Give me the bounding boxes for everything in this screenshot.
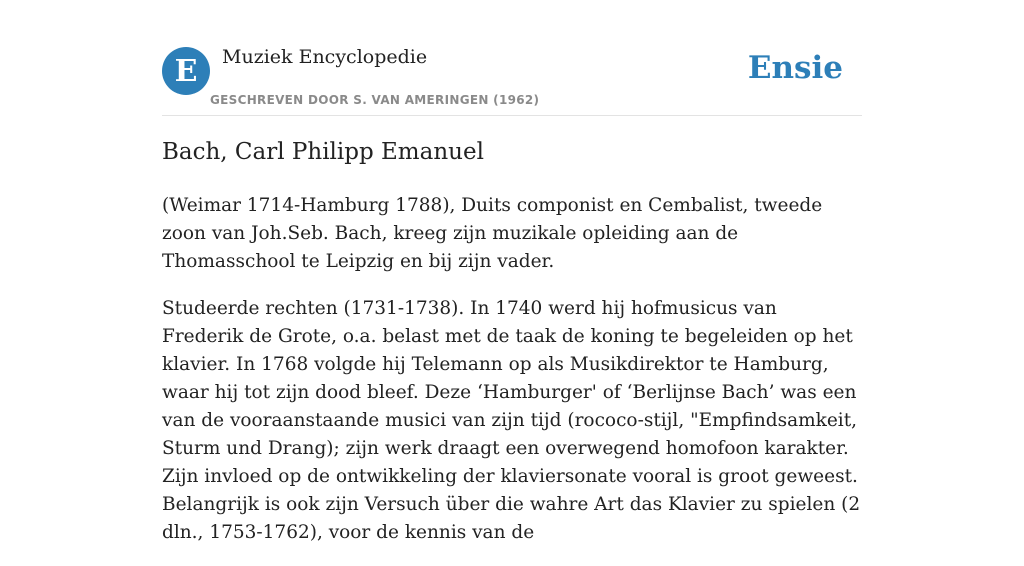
article-paragraph: Studeerde rechten (1731-1738). In 1740 werd hij hofmusicus van Frederik de Grote, o.a. belast met de taak de koning te begeleiden op het klavier. In 1768 volgde hij Telemann op als Musikdirektor te Hamburg, waar hij tot zijn dood bleef. Deze ‘Hamburger' of ‘Berlijnse Bach’ was een van de vooraanstaande musici van zijn tijd (rococo-stijl, "Empfindsamkeit, Sturm und Drang); zijn werk draagt een overwegend homofoon karakter. Zijn invloed op de ontwikkeling der klaviersonate vooral is groot geweest. Belangrijk is ook zijn Versuch über die wahre Art das Klavier zu spielen (2 dln., 1753-1762), voor de kennis van de xyxy=(162,298,861,543)
article-paragraph: (Weimar 1714-Hamburg 1788), Duits componist en Cembalist, tweede zoon van Joh.Seb. Bach, kreeg zijn muzikale opleiding aan de Thomasschool te Leipzig en bij zijn vader. xyxy=(162,195,823,272)
logo-icon[interactable]: E xyxy=(162,47,210,95)
brand-logo[interactable]: Ensie xyxy=(747,50,843,86)
site-header xyxy=(162,0,862,116)
header-divider xyxy=(162,115,862,116)
author-byline: GESCHREVEN DOOR S. VAN AMERINGEN (1962) xyxy=(210,93,540,107)
article-title: Bach, Carl Philipp Emanuel xyxy=(162,139,484,165)
site-name[interactable]: Muziek Encyclopedie xyxy=(222,46,428,68)
article-body xyxy=(162,192,862,566)
